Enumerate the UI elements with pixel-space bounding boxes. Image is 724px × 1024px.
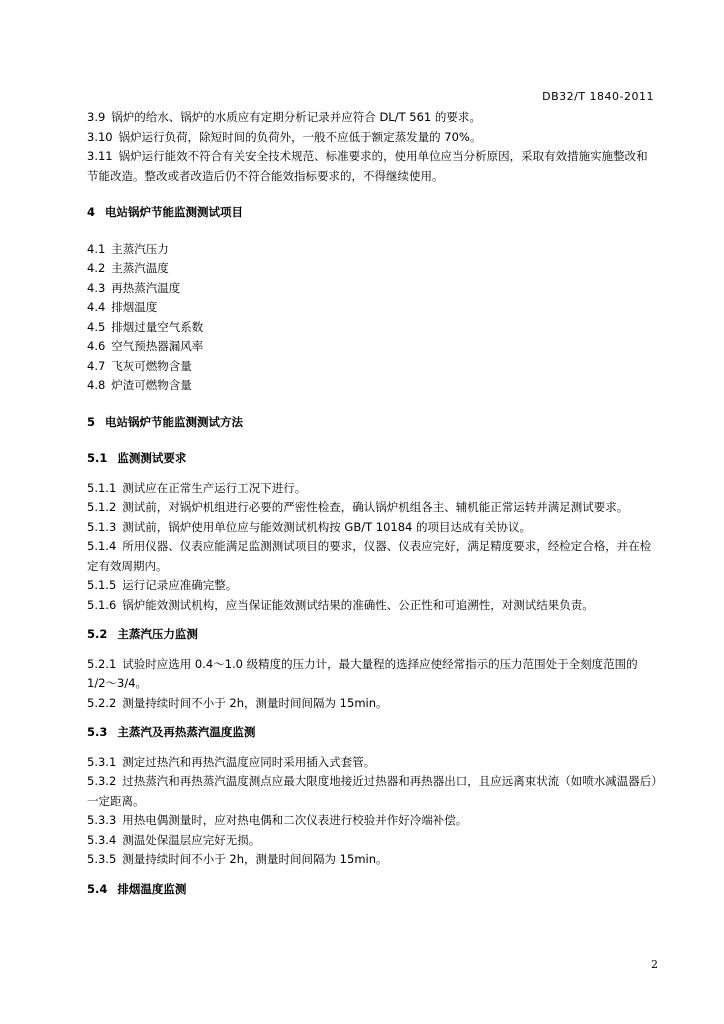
document-code: DB32/T 1840-2011 bbox=[542, 90, 654, 103]
item-text: 主蒸汽压力 bbox=[111, 241, 169, 256]
clause-text: 测量持续时间不小于 2h，测量时间间隔为 15min。 bbox=[122, 852, 388, 866]
clause-text: 试验时应选用 0.4～1.0 级精度的压力计，最大量程的选择应使经常指示的压力范围处于全刻度范围的 1/2～3/4。 bbox=[87, 656, 638, 690]
clause-text: 测定过热汽和再热汽温度应同时采用插入式套管。 bbox=[122, 754, 376, 769]
clause-5-3-3 bbox=[87, 811, 657, 831]
item-number: 4.7 bbox=[87, 358, 106, 373]
clause-number: 3.11 bbox=[87, 149, 113, 163]
section-4-heading bbox=[87, 203, 657, 223]
clause-number: 3.9 bbox=[87, 110, 106, 124]
item-4-5 bbox=[87, 318, 657, 338]
clause-5-3-4 bbox=[87, 831, 657, 851]
item-4-8 bbox=[87, 376, 657, 396]
item-4-1 bbox=[87, 240, 657, 260]
clause-number: 5.3.4 bbox=[87, 832, 117, 847]
section-5-heading bbox=[87, 413, 657, 433]
clause-text: 过热蒸汽和再热蒸汽温度测点应最大限度地接近过热器和再热器出口，且应远离束状流（如喷水减温器后）一定距离。 bbox=[87, 774, 658, 808]
clause-number: 5.2.2 bbox=[87, 695, 117, 710]
item-4-4 bbox=[87, 298, 657, 318]
clause-number: 5.3.1 bbox=[87, 754, 117, 769]
clause-5-2-1 bbox=[87, 655, 657, 694]
clause-text: 锅炉的给水、锅炉的水质应有定期分析记录并应符合 DL/T 561 的要求。 bbox=[111, 110, 481, 124]
clause-5-3-5 bbox=[87, 850, 657, 870]
item-number: 4.4 bbox=[87, 300, 106, 314]
item-text: 炉渣可燃物含量 bbox=[111, 378, 192, 392]
subsection-title: 排烟温度监测 bbox=[117, 881, 187, 896]
item-text: 主蒸汽温度 bbox=[111, 261, 169, 275]
clause-text: 测量持续时间不小于 2h，测量时间间隔为 15min。 bbox=[122, 695, 388, 710]
section-title: 电站锅炉节能监测测试方法 bbox=[105, 414, 244, 429]
subsection-number: 5.2 bbox=[87, 627, 108, 641]
item-4-2 bbox=[87, 259, 657, 279]
subsection-title: 主蒸汽压力监测 bbox=[117, 627, 198, 641]
clause-5-2-2 bbox=[87, 694, 657, 714]
item-number: 4.1 bbox=[87, 241, 106, 256]
clause-number: 3.10 bbox=[87, 129, 113, 144]
subsection-5-3-heading bbox=[87, 723, 657, 743]
section-number: 4 bbox=[87, 205, 96, 219]
clause-text: 测试应在正常生产运行工况下进行。 bbox=[122, 480, 307, 495]
subsection-title: 主蒸汽及再热蒸汽温度监测 bbox=[117, 725, 256, 739]
clause-text: 锅炉能效测试机构，应当保证能效测试结果的准确性、公正性和可追溯性，对测试结果负责。 bbox=[122, 597, 594, 612]
clause-5-1-4 bbox=[87, 537, 657, 576]
item-4-6 bbox=[87, 337, 657, 357]
item-number: 4.2 bbox=[87, 261, 106, 275]
clause-text: 锅炉运行能效不符合有关安全技术规范、标准要求的，使用单位应当分析原因，采取有效措施实施整改和节能改造。整改或者改造后仍不符合能效指标要求的，不得继续使用。 bbox=[87, 149, 648, 183]
item-text: 空气预热器漏风率 bbox=[111, 339, 204, 353]
subsection-number: 5.1 bbox=[87, 451, 108, 465]
subsection-number: 5.4 bbox=[87, 881, 108, 896]
item-text: 排烟过量空气系数 bbox=[111, 319, 204, 334]
clause-text: 所用仪器、仪表应能满足监测测试项目的要求，仪器、仪表应完好，满足精度要求，经检定合格，并在检定有效周期内。 bbox=[87, 539, 652, 573]
clause-text: 测温处保温层应完好无损。 bbox=[122, 832, 261, 847]
item-number: 4.3 bbox=[87, 280, 106, 295]
clause-5-1-6 bbox=[87, 596, 657, 616]
clause-text: 测试前，对锅炉机组进行必要的严密性检查，确认锅炉机组各主、辅机能正常运转并满足测试要求。 bbox=[122, 500, 629, 514]
item-4-7 bbox=[87, 357, 657, 377]
clause-number: 5.3.5 bbox=[87, 852, 117, 866]
subsection-number: 5.3 bbox=[87, 725, 108, 739]
clause-3-10 bbox=[87, 128, 657, 148]
item-text: 排烟温度 bbox=[111, 300, 158, 314]
clause-5-1-5 bbox=[87, 576, 657, 596]
clause-5-3-1 bbox=[87, 753, 657, 773]
item-4-3 bbox=[87, 279, 657, 299]
clause-text: 测试前，锅炉使用单位应与能效测试机构按 GB/T 10184 的项目达成有关协议。 bbox=[122, 519, 532, 534]
clause-number: 5.1.6 bbox=[87, 597, 117, 612]
section-title: 电站锅炉节能监测测试项目 bbox=[105, 205, 244, 219]
clause-3-9 bbox=[87, 108, 657, 128]
clause-5-1-2 bbox=[87, 498, 657, 518]
clause-text: 锅炉运行负荷，除短时间的负荷外，一般不应低于额定蒸发量的 70%。 bbox=[118, 129, 482, 144]
section-number: 5 bbox=[87, 414, 96, 429]
clause-5-1-3 bbox=[87, 518, 657, 538]
subsection-5-4-heading bbox=[87, 880, 657, 900]
item-number: 4.6 bbox=[87, 339, 106, 353]
clause-5-3-2 bbox=[87, 772, 657, 811]
clause-number: 5.1.4 bbox=[87, 539, 117, 553]
item-number: 4.5 bbox=[87, 319, 106, 334]
subsection-5-1-heading bbox=[87, 449, 657, 469]
clause-number: 5.1.3 bbox=[87, 519, 117, 534]
subsection-title: 监测测试要求 bbox=[117, 451, 187, 465]
clause-number: 5.3.2 bbox=[87, 774, 117, 788]
clause-text: 用热电偶测量时，应对热电偶和二次仪表进行校验并作好冷端补偿。 bbox=[122, 813, 468, 827]
clause-text: 运行记录应准确完整。 bbox=[122, 578, 238, 592]
clause-number: 5.1.5 bbox=[87, 578, 117, 592]
clause-number: 5.3.3 bbox=[87, 813, 117, 827]
clause-5-1-1 bbox=[87, 479, 657, 499]
item-text: 飞灰可燃物含量 bbox=[111, 358, 192, 373]
clause-number: 5.1.1 bbox=[87, 480, 117, 495]
clause-number: 5.2.1 bbox=[87, 656, 117, 671]
item-number: 4.8 bbox=[87, 378, 106, 392]
page-content bbox=[87, 108, 657, 899]
clause-number: 5.1.2 bbox=[87, 500, 117, 514]
item-text: 再热蒸汽温度 bbox=[111, 280, 181, 295]
page-number: 2 bbox=[651, 958, 658, 971]
clause-3-11 bbox=[87, 147, 657, 186]
subsection-5-2-heading bbox=[87, 625, 657, 645]
